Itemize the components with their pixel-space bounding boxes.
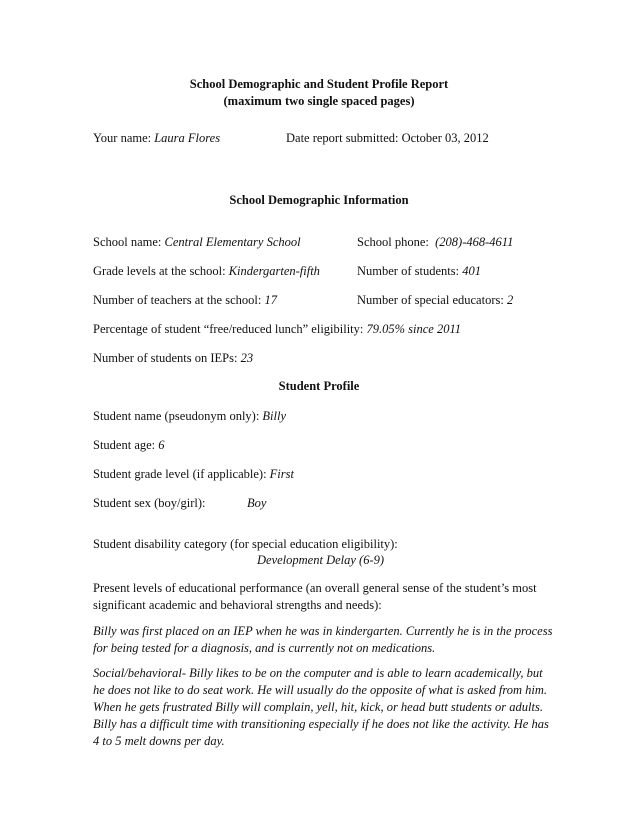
student-name-value: Billy (262, 409, 287, 423)
disability-category-value: Development Delay (6-9) (257, 553, 385, 567)
num-teachers-value: 17 (264, 293, 277, 307)
student-profile-heading: Student Profile (278, 379, 360, 393)
school-name-value: Central Elementary School (164, 235, 301, 249)
num-special-educators-line (357, 293, 513, 308)
grade-levels-value: Kindergarten-fifth (228, 264, 320, 278)
student-sex-label: Student sex (boy/girl): (93, 496, 206, 510)
ieps-value: 23 (240, 351, 254, 365)
lunch-eligibility-label: Percentage of student “free/reduced lunch” eligibility: (93, 322, 364, 336)
lunch-eligibility-line (93, 322, 461, 337)
ieps-label: Number of students on IEPs: (93, 351, 238, 365)
num-teachers-line (93, 293, 277, 308)
present-levels-label: Present levels of educational performance (an overall general sense of the student’s most significant academic and behavioral strengths and needs): (93, 581, 537, 612)
school-phone-line (357, 235, 513, 250)
present-levels-paragraph-1: Billy was first placed on an IEP when he was in kindergarten. Currently he is in the process for being tested for a diagnosis, and is currently not on medications. (93, 624, 553, 655)
num-students-line (357, 264, 481, 279)
student-grade-line (93, 467, 294, 482)
school-phone-value: (208)-468-4611 (435, 235, 514, 249)
your-name-line (93, 131, 220, 146)
student-age-label: Student age: (93, 438, 156, 452)
num-special-educators-value: 2 (506, 293, 514, 307)
your-name-label: Your name: (93, 131, 152, 145)
lunch-eligibility-value: 79.05% since 2011 (366, 322, 462, 336)
student-sex-value: Boy (247, 496, 267, 510)
num-teachers-label: Number of teachers at the school: (93, 293, 262, 307)
school-name-label: School name: (93, 235, 162, 249)
grade-levels-line (93, 264, 320, 279)
student-age-line (93, 438, 165, 453)
report-title: School Demographic and Student Profile Report (189, 77, 449, 91)
num-special-educators-label: Number of special educators: (357, 293, 504, 307)
num-students-label: Number of students: (357, 264, 460, 278)
student-grade-value: First (269, 467, 294, 481)
num-students-value: 401 (462, 264, 481, 278)
school-name-line (93, 235, 301, 250)
student-name-line (93, 409, 286, 424)
school-phone-label: School phone: (357, 235, 429, 249)
disability-category-label: Student disability category (for special education eligibility): (93, 537, 398, 551)
date-submitted-label: Date report submitted: (286, 131, 399, 145)
ieps-line (93, 351, 253, 366)
report-subtitle: (maximum two single spaced pages) (223, 94, 415, 108)
date-submitted-value: October 03, 2012 (401, 131, 489, 145)
student-name-label: Student name (pseudonym only): (93, 409, 260, 423)
grade-levels-label: Grade levels at the school: (93, 264, 226, 278)
date-submitted-line (286, 131, 489, 146)
student-grade-label: Student grade level (if applicable): (93, 467, 267, 481)
present-levels-paragraph-2: Social/behavioral- Billy likes to be on the computer and is able to learn academically, but he does not like to do seat work. He will usually do the opposite of what is asked from him. When he gets frustrated Billy will complain, yell, hit, kick, or head butt students or adults. Billy has a difficult time with transitioning especially if he does not like the activity. He has 4 to 5 melt downs per day. (93, 666, 549, 748)
demographics-heading: School Demographic Information (229, 193, 409, 207)
your-name-value: Laura Flores (154, 131, 221, 145)
student-age-value: 6 (158, 438, 165, 452)
